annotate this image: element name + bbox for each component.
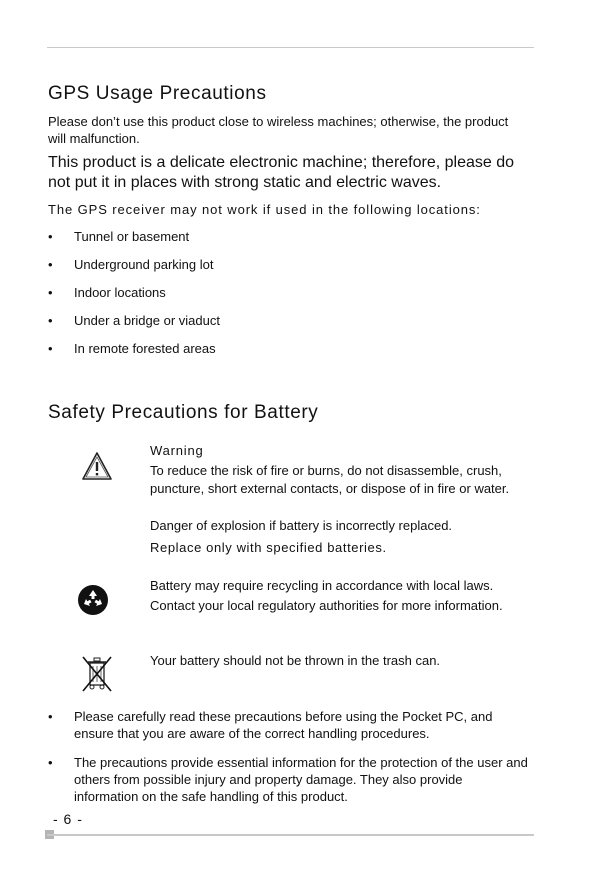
battery-warning-text: To reduce the risk of fire or burns, do not disassemble, crush, puncture, short external contacts, or dispose of in fire or water. xyxy=(150,463,510,496)
bullet-icon: • xyxy=(48,257,53,272)
battery-contact-text: Contact your local regulatory authorities for more information. xyxy=(150,598,503,613)
bullet-icon: • xyxy=(48,709,53,724)
list-item: • The precautions provide essential information for the protection of the user and others from possible injury and property damage. They also provide information on the safe handling of this product. xyxy=(48,755,528,804)
recycle-icon xyxy=(77,584,109,616)
battery-warning-label: Warning xyxy=(150,443,204,458)
bullet-icon: • xyxy=(48,229,53,244)
list-item: • Indoor locations xyxy=(48,285,166,300)
battery-recycle-text: Battery may require recycling in accordance with local laws. xyxy=(150,578,494,593)
bullet-icon: • xyxy=(48,755,53,770)
battery-notes-list xyxy=(48,708,530,805)
page-number: - 6 - xyxy=(53,811,83,827)
list-item: • Under a bridge or viaduct xyxy=(48,313,220,328)
battery-danger-text: Danger of explosion if battery is incorrectly replaced. xyxy=(150,518,453,533)
gps-paragraph-wireless: Please don’t use this product close to wireless machines; otherwise, the product will malfunction. xyxy=(48,114,509,146)
crossed-bin-icon xyxy=(80,654,114,694)
gps-locations-list xyxy=(48,228,538,357)
footer-rule xyxy=(47,834,534,836)
gps-paragraph-locations-intro: The GPS receiver may not work if used in the following locations: xyxy=(48,202,481,217)
header-rule xyxy=(47,47,534,48)
list-item: • Please carefully read these precautions before using the Pocket PC, and ensure that you are aware of the correct handling procedures. xyxy=(48,709,493,741)
list-item: • Tunnel or basement xyxy=(48,229,190,244)
bullet-icon: • xyxy=(48,285,53,300)
battery-replace-text: Replace only with specified batteries. xyxy=(150,540,387,555)
bullet-icon: • xyxy=(48,341,53,356)
warning-triangle-icon xyxy=(81,451,113,481)
gps-paragraph-static: This product is a delicate electronic machine; therefore, please do not put it in places with strong static and electric waves. xyxy=(48,154,515,191)
gps-section-title: GPS Usage Precautions xyxy=(48,83,267,104)
list-item: • Underground parking lot xyxy=(48,257,214,272)
battery-section-title: Safety Precautions for Battery xyxy=(48,402,319,423)
bullet-icon: • xyxy=(48,313,53,328)
battery-trash-text: Your battery should not be thrown in the trash can. xyxy=(150,653,441,668)
list-item: • In remote forested areas xyxy=(48,341,216,356)
